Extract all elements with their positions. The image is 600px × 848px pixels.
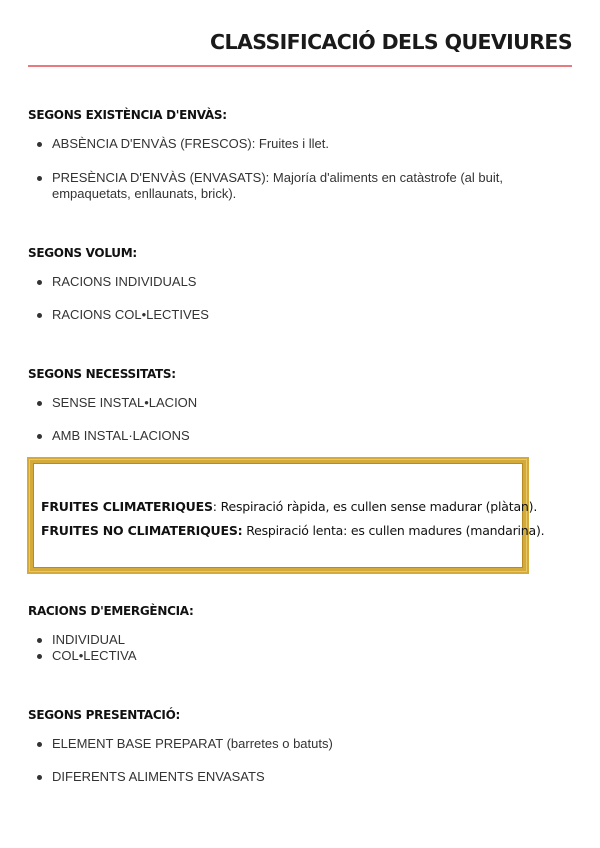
info-line-climateriques [41,499,537,515]
climacteric-info-box [27,457,545,574]
section-existencia-envas [28,107,568,202]
list-item-text: INDIVIDUAL [52,632,125,647]
info-text: Respiració lenta: es cullen madures (mandarina). [242,523,545,538]
section-heading: SEGONS NECESSITATS: [28,367,176,381]
bullet-icon [37,280,42,285]
bullet-icon [37,654,42,659]
section-heading: SEGONS PRESENTACIÓ: [28,708,180,722]
list-item-text: SENSE INSTAL•LACION [52,395,198,410]
section-heading: SEGONS VOLUM: [28,246,137,260]
list-item [28,769,568,785]
info-term: FRUITES CLIMATERIQUES [41,499,213,514]
title-divider [28,65,572,67]
item-list [28,274,568,323]
list-item [28,136,568,152]
list-item [28,274,568,290]
item-list [28,136,568,202]
list-item-text: COL•LECTIVA [52,648,137,663]
section-presentacio [28,707,568,785]
bullet-icon [37,401,42,406]
list-item [28,736,568,752]
bullet-icon [37,313,42,318]
section-racions-emergencia [28,603,568,664]
section-necessitats [28,366,568,444]
list-item-text: RACIONS INDIVIDUALS [52,274,197,289]
section-heading: SEGONS EXISTÈNCIA D'ENVÀS: [28,108,227,122]
section-volum [28,245,568,323]
list-item [28,632,568,648]
item-list [28,395,568,444]
bullet-icon [37,142,42,147]
page-title: CLASSIFICACIÓ DELS QUEVIURES [210,30,572,54]
bullet-icon [37,434,42,439]
list-item-text: RACIONS COL•LECTIVES [52,307,209,322]
bullet-icon [37,176,42,181]
bullet-icon [37,638,42,643]
section-heading: RACIONS D'EMERGÈNCIA: [28,604,194,618]
list-item-text: AMB INSTAL·LACIONS [52,428,190,443]
item-list [28,632,568,664]
info-text: : Respiració ràpida, es cullen sense madurar (plàtan). [212,499,538,514]
list-item [28,307,568,323]
list-item [28,170,568,202]
item-list [28,736,568,785]
info-line-no-climateriques [41,523,544,539]
list-item-text: ABSÈNCIA D'ENVÀS (FRESCOS): Fruites i llet. [52,136,329,151]
list-item [28,428,568,444]
bullet-icon [37,742,42,747]
info-term: FRUITES NO CLIMATERIQUES: [41,523,243,538]
list-item [28,648,568,664]
list-item-text: ELEMENT BASE PREPARAT (barretes o batuts) [52,736,333,751]
list-item-text: PRESÈNCIA D'ENVÀS (ENVASATS): Majoría d'aliments en catàstrofe (al buit, empaquetats, enllaunats, brick). [52,170,503,201]
list-item-text: DIFERENTS ALIMENTS ENVASATS [52,769,265,784]
list-item [28,395,568,411]
bullet-icon [37,775,42,780]
